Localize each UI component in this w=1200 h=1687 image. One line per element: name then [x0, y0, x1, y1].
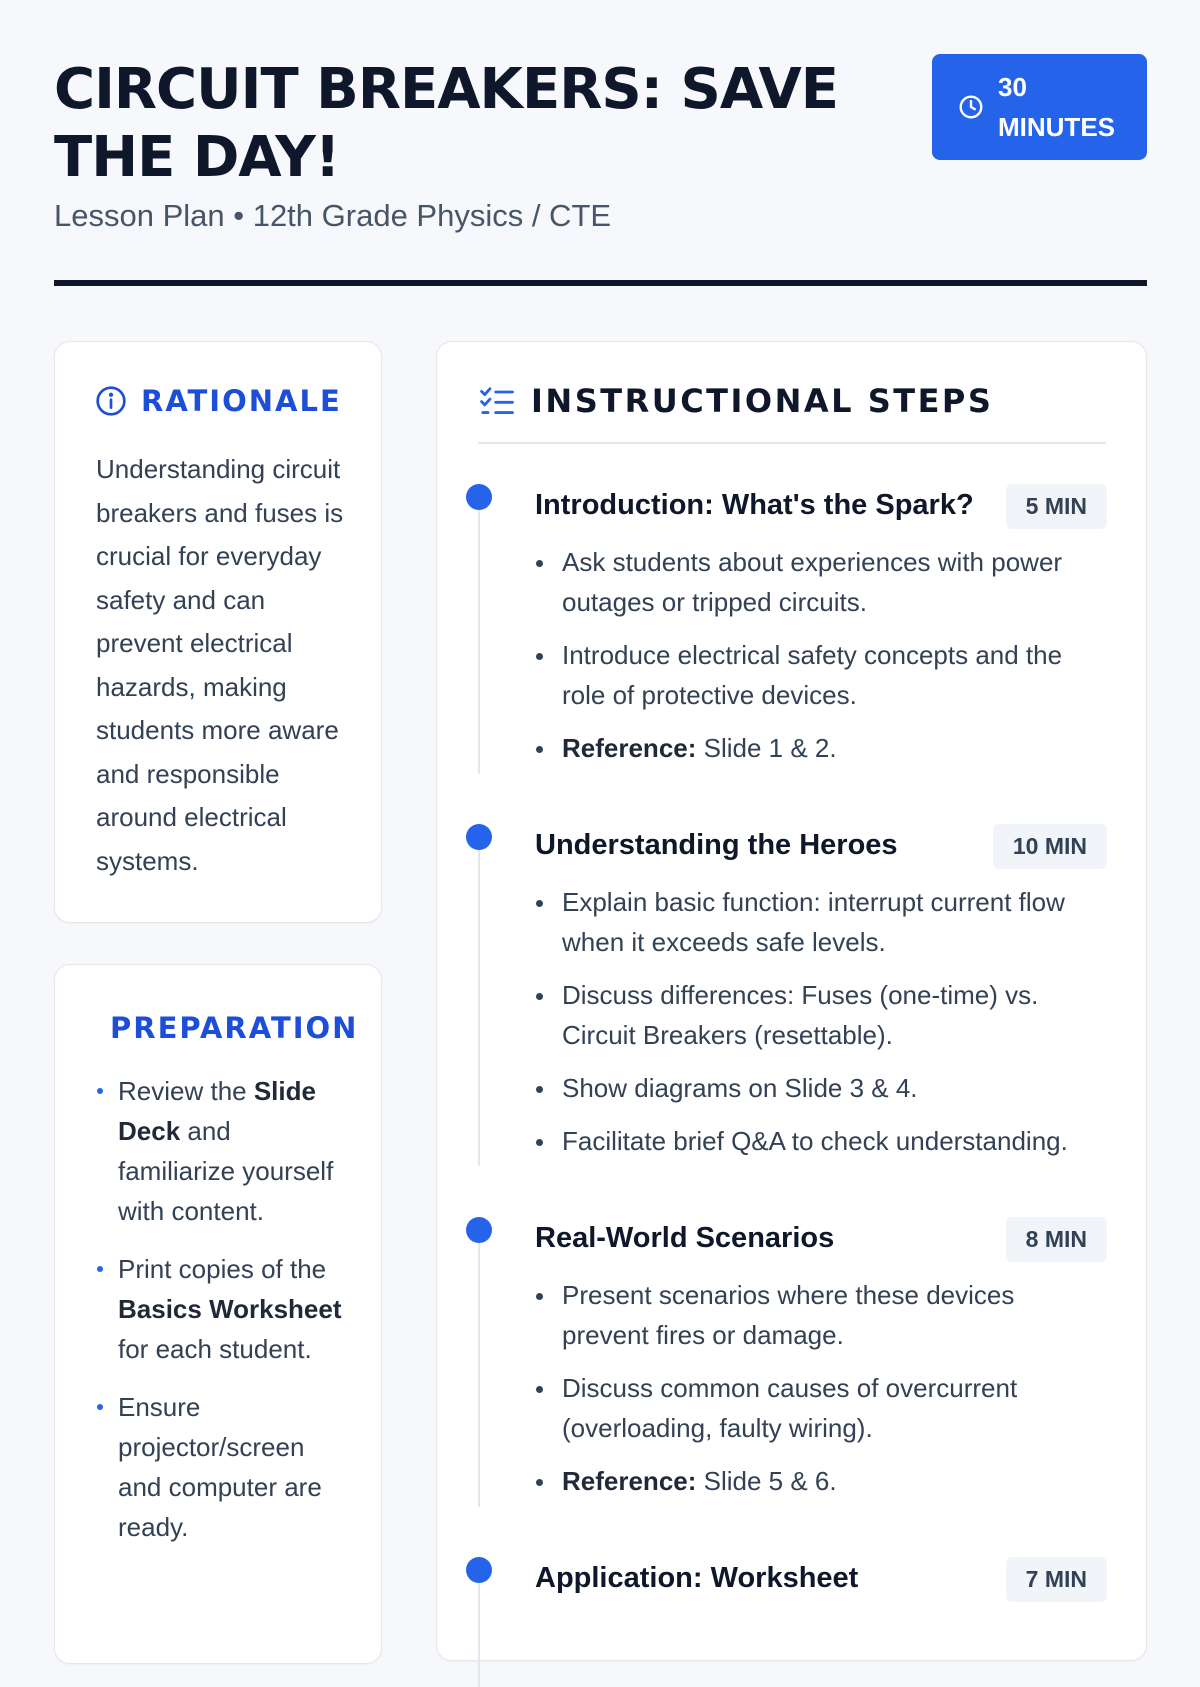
- preparation-list: [95, 1071, 345, 1565]
- bullet-dot: [536, 900, 543, 907]
- list-item: [535, 542, 1095, 622]
- list-item: [535, 635, 1095, 715]
- list-item: [535, 1068, 1095, 1108]
- timeline-node: [466, 484, 492, 510]
- duration-badge: [932, 54, 1147, 160]
- bullet-dot: [97, 1266, 103, 1272]
- rationale-card: [54, 341, 382, 923]
- list-item: [95, 1249, 345, 1369]
- clock-icon: [958, 94, 984, 120]
- list-item: [95, 1387, 345, 1547]
- bullet-text: Show diagrams on Slide 3 & 4.: [562, 1073, 918, 1103]
- bullet-text: Ask students about experiences with power outages or tripped circuits.: [562, 547, 1063, 617]
- bullet-dot: [536, 653, 543, 660]
- step-duration-badge: 10 MIN: [993, 824, 1107, 869]
- bullet-dot: [97, 1404, 103, 1410]
- rationale-heading: [95, 384, 342, 418]
- bullet-dot: [536, 1479, 543, 1486]
- bullet-emphasis: Reference:: [562, 1466, 697, 1496]
- list-item: [535, 728, 1095, 768]
- list-item: [535, 882, 1095, 962]
- timeline-rail: [478, 1567, 480, 1687]
- timeline-node: [466, 824, 492, 850]
- rationale-heading-label: RATIONALE: [141, 384, 342, 418]
- timeline-node: [466, 1557, 492, 1583]
- duration-label: 30 MINUTES: [998, 72, 1115, 142]
- rationale-text: Understanding circuit breakers and fuses is crucial for everyday safety and can prevent electrical hazards, making students more aware and responsible around electrical systems.: [96, 454, 344, 876]
- preparation-heading: PREPARATION: [110, 1011, 359, 1045]
- step-bullet-list: [535, 542, 1095, 781]
- bullet-dot: [536, 1386, 543, 1393]
- list-item: [95, 1071, 345, 1231]
- bullet-text: Discuss differences: Fuses (one-time) vs. Circuit Breakers (resettable).: [562, 980, 1039, 1050]
- preparation-card: [54, 964, 382, 1664]
- bullet-text: Present scenarios where these devices prevent fires or damage.: [562, 1280, 1015, 1350]
- list-item: [535, 1121, 1095, 1161]
- bullet-dot: [536, 1086, 543, 1093]
- list-item: [535, 975, 1095, 1055]
- bullet-text: Facilitate brief Q&A to check understanding.: [562, 1126, 1068, 1156]
- instructional-steps-card: [436, 341, 1147, 1661]
- bullet-text: Introduce electrical safety concepts and the role of protective devices.: [562, 640, 1063, 710]
- bullet-dot: [536, 746, 543, 753]
- timeline-rail: [478, 834, 480, 1166]
- prep-text: and familiarize yourself with content.: [118, 1116, 334, 1226]
- step-duration-badge: 5 MIN: [1006, 484, 1107, 529]
- bullet-dot: [536, 1139, 543, 1146]
- step-bullet-list: [535, 1275, 1095, 1514]
- header-divider: [54, 280, 1147, 286]
- step-title: Application: Worksheet: [535, 1562, 859, 1594]
- bullet-text: Slide 5 & 6.: [696, 1466, 837, 1496]
- timeline-rail: [478, 1227, 480, 1507]
- bullet-emphasis: Reference:: [562, 733, 697, 763]
- checklist-icon: [479, 385, 515, 417]
- bullet-dot: [536, 993, 543, 1000]
- list-item: [535, 1461, 1095, 1501]
- prep-emphasis: Basics Worksheet: [118, 1294, 342, 1324]
- bullet-dot: [536, 1293, 543, 1300]
- bullet-dot: [536, 560, 543, 567]
- step-title: Understanding the Heroes: [535, 829, 898, 861]
- steps-heading-label: INSTRUCTIONAL STEPS: [531, 382, 994, 420]
- step-duration-badge: 8 MIN: [1006, 1217, 1107, 1262]
- page-title: CIRCUIT BREAKERS: SAVE THE DAY!: [54, 57, 839, 190]
- bullet-dot: [97, 1088, 103, 1094]
- bullet-text: Explain basic function: interrupt current flow when it exceeds safe levels.: [562, 887, 1065, 957]
- bullet-text: Discuss common causes of overcurrent (overloading, faulty wiring).: [562, 1373, 1018, 1443]
- bullet-text: Slide 1 & 2.: [696, 733, 837, 763]
- prep-text: Ensure projector/screen and computer are ready.: [118, 1392, 322, 1542]
- step-duration-badge: 7 MIN: [1006, 1557, 1107, 1602]
- prep-text: Print copies of the: [118, 1254, 327, 1284]
- page-subtitle: Lesson Plan • 12th Grade Physics / CTE: [54, 198, 612, 233]
- prep-emphasis: Slide Deck: [118, 1076, 316, 1146]
- prep-text: for each student.: [118, 1334, 312, 1364]
- step-title: Real-World Scenarios: [535, 1222, 835, 1254]
- steps-divider: [478, 442, 1106, 444]
- list-item: [535, 1368, 1095, 1448]
- prep-text: Review the: [118, 1076, 254, 1106]
- steps-heading: [479, 382, 993, 420]
- timeline-node: [466, 1217, 492, 1243]
- list-item: [535, 1275, 1095, 1355]
- info-icon: [95, 385, 127, 417]
- step-title: Introduction: What's the Spark?: [535, 489, 974, 521]
- timeline-rail: [478, 494, 480, 774]
- step-bullet-list: [535, 882, 1095, 1174]
